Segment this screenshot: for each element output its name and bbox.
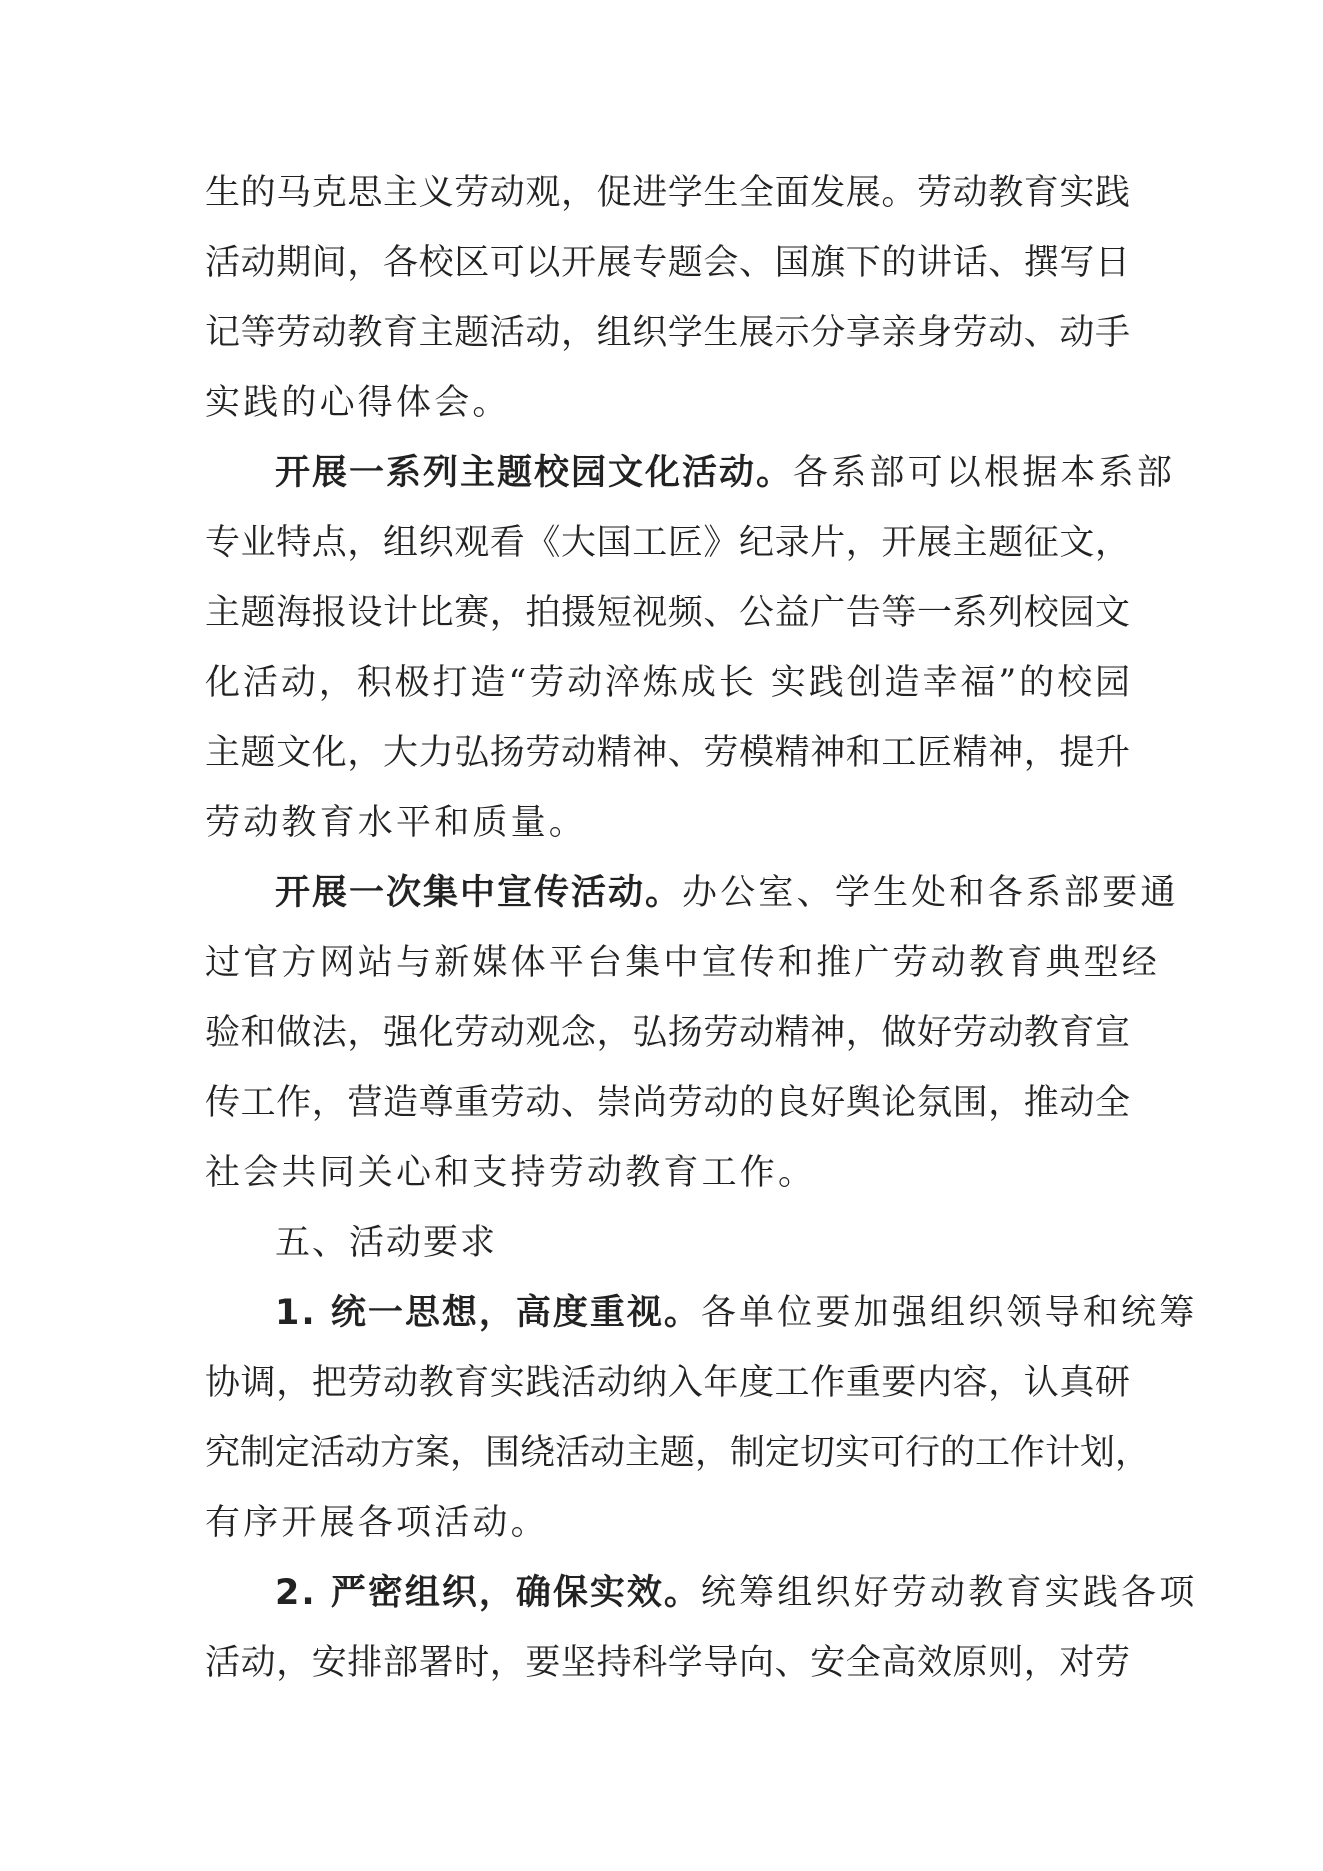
body-text-line: 化活动，积极打造“劳动淬炼成长 实践创造幸福”的校园 [205,663,1130,703]
body-text-line: 过官方网站与新媒体平台集中宣传和推广劳动教育典型经 [205,943,1161,983]
body-text-line: 实践的心得体会。 [205,383,511,423]
body-text: 各单位要加强组织领导和统筹 [700,1293,1198,1333]
body-text-line: 协调，把劳动教育实践活动纳入年度工作重要内容，认真研 [205,1363,1130,1403]
body-text-line: 活动，安排部署时，要坚持科学导向、安全高效原则，对劳 [205,1643,1130,1683]
body-text-line: 活动期间，各校区可以开展专题会、国旗下的讲话、撰写日 [205,243,1130,283]
body-text-line: 劳动教育水平和质量。 [205,803,588,843]
body-text: 统筹组织好劳动教育实践各项 [700,1573,1198,1613]
paragraph-first-line [275,858,1179,928]
item-heading: 1. 统一思想，高度重视。 [275,1293,701,1333]
section-heading: 五、活动要求 [275,1223,498,1263]
body-text-line: 主题海报设计比赛，拍摄短视频、公益广告等一系列校园文 [205,593,1130,633]
body-text-line: 验和做法，强化劳动观念，弘扬劳动精神，做好劳动教育宣 [205,1013,1130,1053]
paragraph-first-line [275,438,1176,508]
paragraph-first-line [275,1278,1198,1348]
paragraph-heading: 开展一次集中宣传活动。 [275,873,683,913]
body-text: 办公室、学生处和各系部要通 [682,873,1179,913]
paragraph-first-line [275,1558,1198,1628]
item-heading: 2. 严密组织，确保实效。 [275,1573,701,1613]
body-text-line: 究制定活动方案，围绕活动主题，制定切实可行的工作计划， [205,1433,1151,1473]
body-text-line: 传工作，营造尊重劳动、崇尚劳动的良好舆论氛围，推动全 [205,1083,1130,1123]
body-text-line: 记等劳动教育主题活动，组织学生展示分享亲身劳动、动手 [205,313,1130,353]
body-text-line: 生的马克思主义劳动观，促进学生全面发展。劳动教育实践 [205,173,1130,213]
body-text-line: 社会共同关心和支持劳动教育工作。 [205,1153,817,1193]
paragraph-heading: 开展一系列主题校园文化活动。 [275,453,794,493]
body-text-line: 有序开展各项活动。 [205,1503,549,1543]
body-text-line: 主题文化，大力弘扬劳动精神、劳模精神和工匠精神，提升 [205,733,1130,773]
body-text: 各系部可以根据本系部 [793,453,1176,493]
body-text-line: 专业特点，组织观看《大国工匠》纪录片，开展主题征文， [205,523,1130,563]
